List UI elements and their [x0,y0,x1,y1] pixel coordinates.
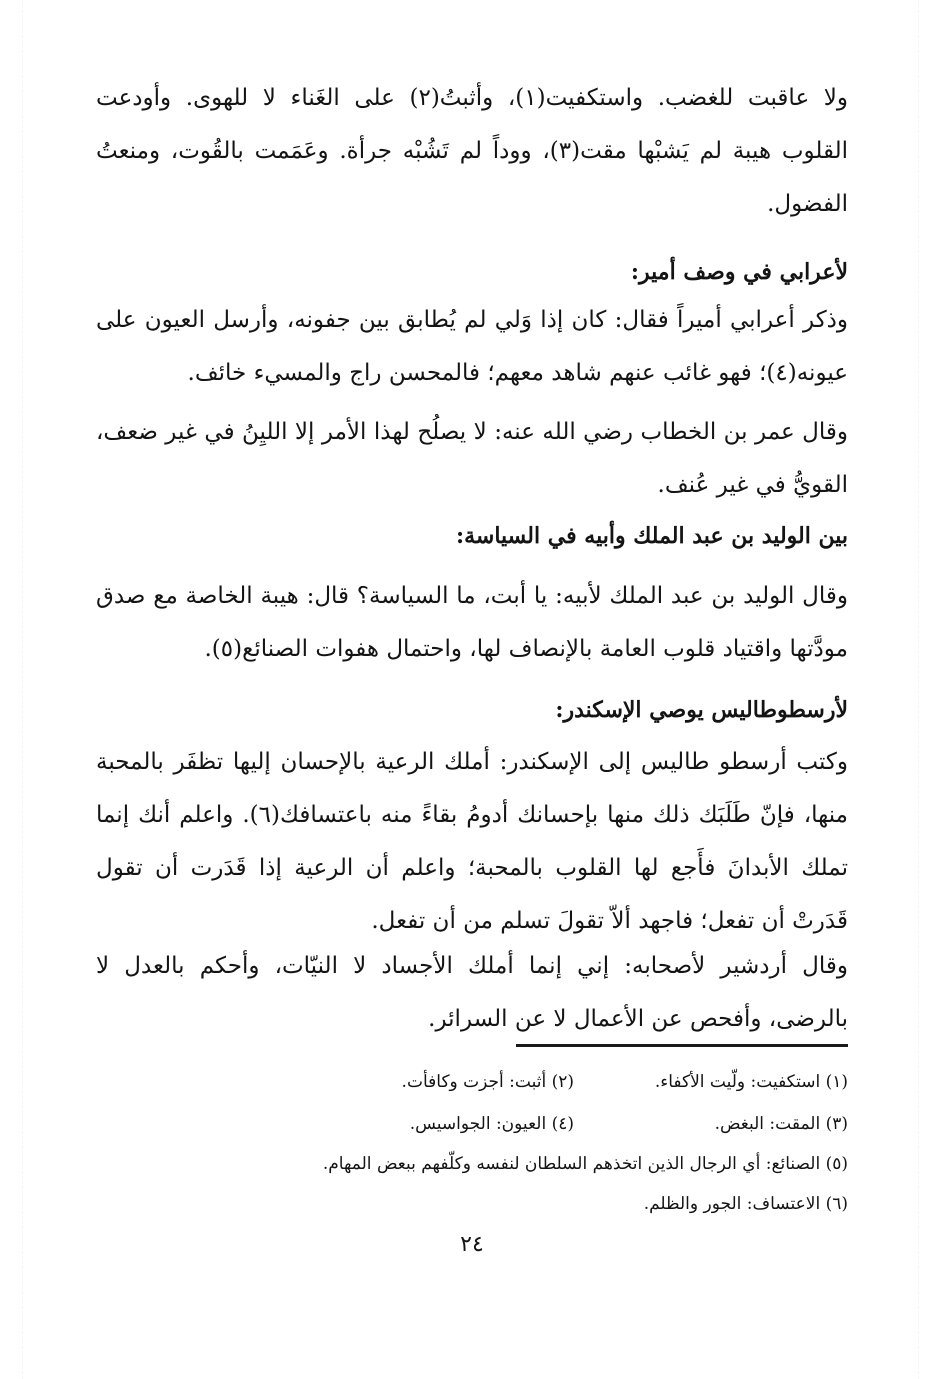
footnote-3: (٣) المقت: البغض. [714,1114,848,1134]
footnote-row-1 [96,1064,848,1100]
footnote-6: (٦) الاعتساف: الجور والظلم. [643,1194,848,1214]
paragraph-walid: وقال الوليد بن عبد الملك لأبيه: يا أبت، ما السياسة؟ قال: هيبة الخاصة مع صدق مودَّتها واقتياد قلوب العامة بالإنصاف لها، واحتمال هفوات الصنائع(٥). [96,583,848,662]
footnote-row-4 [96,1186,848,1222]
footnote-2: (٢) أثبت: أجزت وكافأت. [401,1072,574,1092]
footnote-4: (٤) العيون: الجواسيس. [409,1114,574,1134]
page-number: ٢٤ [460,1232,484,1257]
paragraph-ardashir: وقال أردشير لأصحابه: إني إنما أملك الأجساد لا النيّات، وأحكم بالعدل لا بالرضى، وأفحص عن الأعمال لا عن السرائر. [96,953,848,1032]
scan-edge-line [22,0,23,1379]
footnote-separator [516,1044,848,1047]
paragraph-intro-continued: ولا عاقبت للغضب. واستكفيت(١)، وأثبتُ(٢) على الغَناء لا للهوى. وأودعت القلوب هيبة لم يَشبْها مقت(٣)، ووداً لم تَشُبْه جرأة. وعَمَمت بالقُوت، ومنعتُ الفضول. [96,85,849,217]
heading-bedouin-on-emir: لأعرابي في وصف أمير: [630,259,848,285]
heading-walid-politics: بين الوليد بن عبد الملك وأبيه في السياسة: [455,523,848,549]
footnote-1: (١) استكفيت: ولّيت الأكفاء. [654,1072,848,1092]
footnote-row-3 [96,1146,848,1182]
heading-aristotle-alexander: لأرسطوطاليس يوصي الإسكندر: [555,697,848,723]
footnote-5: (٥) الصنائع: أي الرجال الذين اتخذهم السلطان لنفسه وكلّفهم ببعض المهام. [322,1154,848,1174]
footnote-row-2 [96,1106,848,1142]
paragraph-bedouin: وذكر أعرابي أميراً فقال: كان إذا وَلي لم يُطابق بين جفونه، وأرسل العيون على عيونه(٤)؛ فهو غائب عنهم شاهد معهم؛ فالمحسن راج والمسيء خائف. [96,307,848,386]
paragraph-aristotle: وكتب أرسطو طاليس إلى الإسكندر: أملك الرعية بالإحسان إليها تظفَر بالمحبة منها، فإنّ طَلَبَك ذلك منها بإحسانك أدومُ بقاءً منه باعتسافك(٦). واعلم أنك إنما تملك الأبدانَ فأَجع لها القلوب بالمحبة؛ واعلم أن الرعية إذا قَدَرت أن تقول قَدَرتْ أن تفعل؛ فاجهد ألاّ تقولَ تسلم من أن تفعل. [96,749,848,934]
paragraph-umar: وقال عمر بن الخطاب رضي الله عنه: لا يصلُح لهذا الأمر إلا الليِنُ في غير ضعف، القويُّ في غير عُنف. [96,419,848,498]
scan-edge-line [918,0,919,1379]
